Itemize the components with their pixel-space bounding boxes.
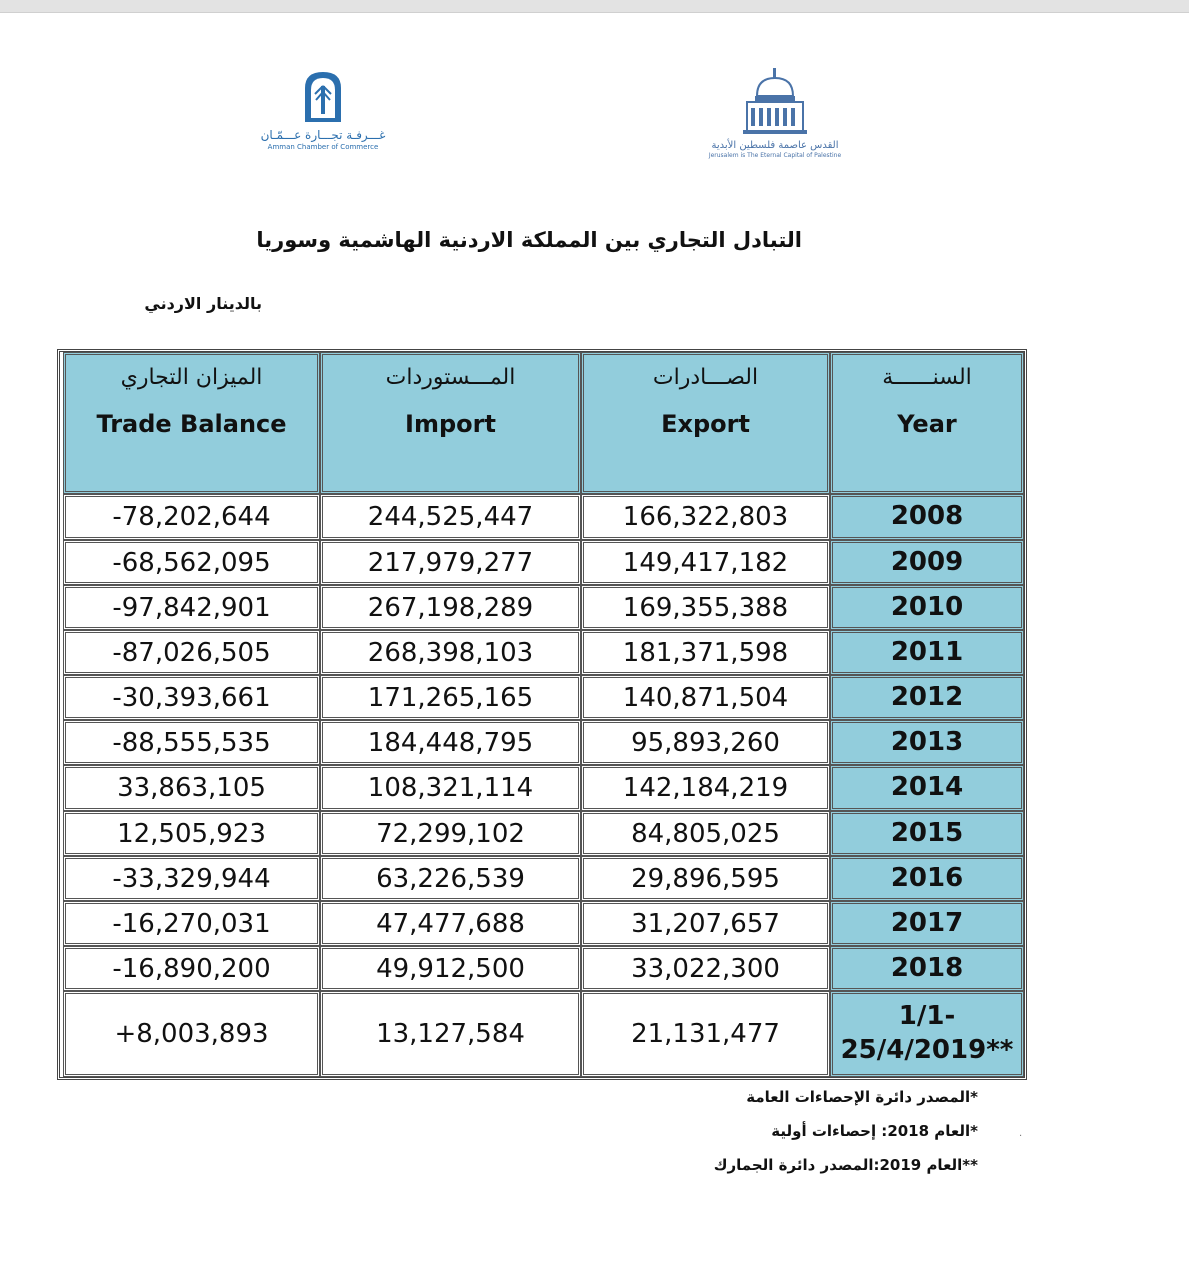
trade-balance-cell: 12,505,923 bbox=[63, 811, 320, 856]
footnote-source: *المصدر دائرة الإحصاءات العامة bbox=[746, 1088, 978, 1106]
chamber-arabic-name: غـــرفـة تجـــارة عـــمّـان bbox=[260, 128, 386, 142]
footnotes bbox=[600, 1080, 978, 1182]
header-arabic-label: المـــستوردات bbox=[385, 365, 516, 390]
export-cell: 140,871,504 bbox=[581, 675, 830, 720]
jerusalem-logo bbox=[690, 66, 860, 170]
export-cell: 31,207,657 bbox=[581, 901, 830, 946]
import-cell: 13,127,584 bbox=[320, 991, 581, 1077]
trade-table bbox=[57, 349, 1027, 1080]
jerusalem-english-slogan: Jerusalem is The Eternal Capital of Palestine bbox=[708, 152, 842, 159]
export-cell: 95,893,260 bbox=[581, 720, 830, 765]
import-cell: 108,321,114 bbox=[320, 765, 581, 811]
header-year bbox=[830, 352, 1024, 494]
page-title: التبادل التجاري بين المملكة الاردنية الهاشمية وسوريا bbox=[256, 228, 802, 252]
header-english-label: Trade Balance bbox=[96, 410, 287, 438]
import-cell: 184,448,795 bbox=[320, 720, 581, 765]
export-cell: 181,371,598 bbox=[581, 630, 830, 675]
year-range-start: 1/1- bbox=[898, 1001, 956, 1032]
year-cell: 2009 bbox=[830, 540, 1024, 585]
year-cell: 2017 bbox=[830, 901, 1024, 946]
export-cell: 21,131,477 bbox=[581, 991, 830, 1077]
dome-of-the-rock-icon bbox=[735, 66, 815, 138]
import-cell: 171,265,165 bbox=[320, 675, 581, 720]
trade-balance-cell: 33,863,105 bbox=[63, 765, 320, 811]
trade-balance-cell: -97,842,901 bbox=[63, 585, 320, 630]
header-arabic-label: الصـــادرات bbox=[652, 365, 759, 390]
jerusalem-arabic-slogan: القدس عاصمة فلسطين الأبدية bbox=[711, 140, 839, 151]
export-cell: 149,417,182 bbox=[581, 540, 830, 585]
year-cell: 2014 bbox=[830, 765, 1024, 811]
year-cell: 2015 bbox=[830, 811, 1024, 856]
year-range-end: 25/4/2019** bbox=[840, 1035, 1014, 1065]
header-english-label: Import bbox=[405, 410, 496, 438]
export-cell: 33,022,300 bbox=[581, 946, 830, 991]
footnote-2019: **العام 2019:المصدر دائرة الجمارك bbox=[713, 1156, 978, 1174]
trade-balance-cell: -16,890,200 bbox=[63, 946, 320, 991]
year-cell: 2011 bbox=[830, 630, 1024, 675]
stray-mark: . bbox=[1019, 1128, 1023, 1139]
top-bar bbox=[0, 0, 1189, 13]
import-cell: 49,912,500 bbox=[320, 946, 581, 991]
import-cell: 268,398,103 bbox=[320, 630, 581, 675]
header-english-label: Export bbox=[661, 410, 750, 438]
trade-balance-cell: -88,555,535 bbox=[63, 720, 320, 765]
year-cell: 2016 bbox=[830, 856, 1024, 901]
year-cell: 2012 bbox=[830, 675, 1024, 720]
year-cell: 2008 bbox=[830, 494, 1024, 540]
trade-balance-cell: -16,270,031 bbox=[63, 901, 320, 946]
year-cell bbox=[830, 991, 1024, 1077]
export-cell: 142,184,219 bbox=[581, 765, 830, 811]
import-cell: 267,198,289 bbox=[320, 585, 581, 630]
trade-balance-cell: -68,562,095 bbox=[63, 540, 320, 585]
amman-chamber-logo bbox=[238, 68, 408, 168]
export-cell: 169,355,388 bbox=[581, 585, 830, 630]
import-cell: 244,525,447 bbox=[320, 494, 581, 540]
header-import bbox=[320, 352, 581, 494]
year-cell: 2013 bbox=[830, 720, 1024, 765]
chamber-emblem-icon bbox=[301, 68, 345, 124]
header-arabic-label: الميزان التجاري bbox=[120, 365, 263, 390]
trade-balance-cell: -87,026,505 bbox=[63, 630, 320, 675]
header-english-label: Year bbox=[897, 410, 957, 438]
trade-balance-cell: +8,003,893 bbox=[63, 991, 320, 1077]
export-cell: 84,805,025 bbox=[581, 811, 830, 856]
year-cell: 2018 bbox=[830, 946, 1024, 991]
header-trade-balance bbox=[63, 352, 320, 494]
year-cell: 2010 bbox=[830, 585, 1024, 630]
import-cell: 72,299,102 bbox=[320, 811, 581, 856]
import-cell: 217,979,277 bbox=[320, 540, 581, 585]
chamber-english-name: Amman Chamber of Commerce bbox=[267, 143, 379, 151]
export-cell: 29,896,595 bbox=[581, 856, 830, 901]
trade-balance-cell: -30,393,661 bbox=[63, 675, 320, 720]
import-cell: 63,226,539 bbox=[320, 856, 581, 901]
footnote-2018: *العام 2018: إحصاءات أولية bbox=[771, 1122, 978, 1140]
header-export bbox=[581, 352, 830, 494]
header-arabic-label: السنــــــة bbox=[882, 365, 972, 390]
trade-balance-cell: -78,202,644 bbox=[63, 494, 320, 540]
import-cell: 47,477,688 bbox=[320, 901, 581, 946]
trade-balance-cell: -33,329,944 bbox=[63, 856, 320, 901]
currency-unit-label: بالدينار الاردني bbox=[144, 294, 262, 313]
export-cell: 166,322,803 bbox=[581, 494, 830, 540]
